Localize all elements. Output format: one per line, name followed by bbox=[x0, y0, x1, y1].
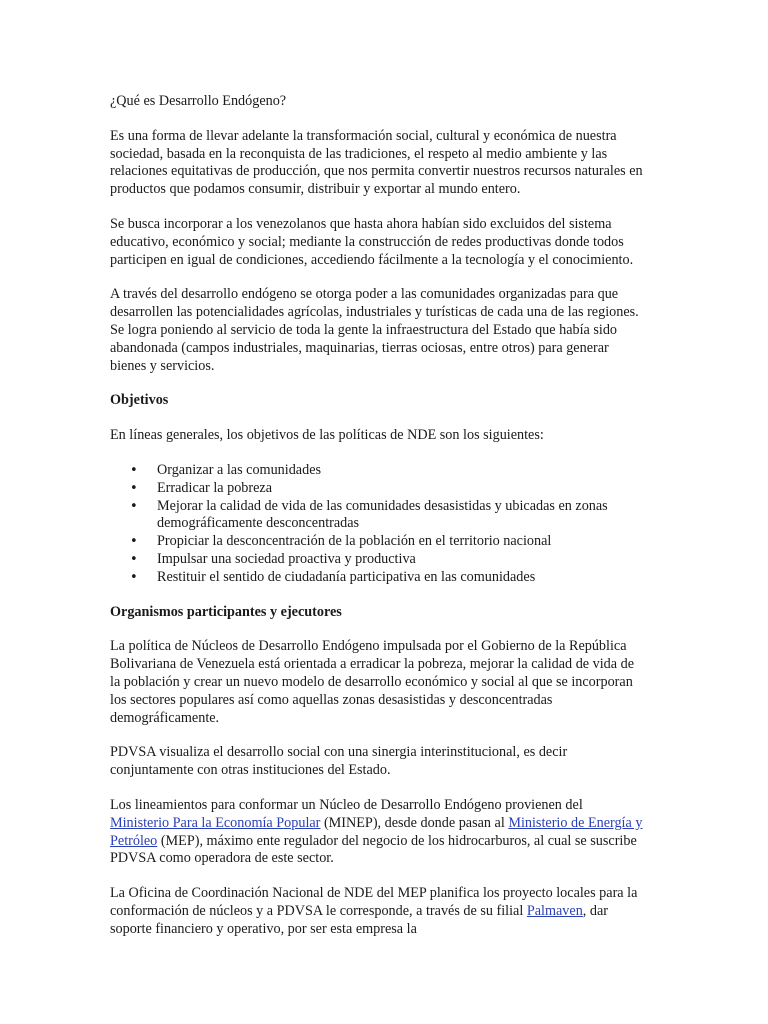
text-span: (MEP), máximo ente regulador del negocio de los hidrocarburos, al cual se suscribe PDVSA como operadora de este sector. bbox=[110, 832, 637, 867]
text-span: (MINEP), desde donde pasan al bbox=[320, 814, 509, 831]
paragraph-pdvsa: PDVSA visualiza el desarrollo social con una sinergia interinstitucional, es decir conjuntamente con otras instituciones del Estado. bbox=[110, 744, 568, 779]
document-body bbox=[110, 93, 645, 938]
list-item: • Erradicar la pobreza bbox=[110, 480, 645, 498]
text-span: Los lineamientos para conformar un Núcleo de Desarrollo Endógeno provienen del bbox=[110, 796, 583, 813]
paragraph-guidelines bbox=[110, 797, 645, 868]
mep-link[interactable]: Ministerio de Energía y Petróleo bbox=[110, 814, 643, 849]
paragraph-definition: Es una forma de llevar adelante la transformación social, cultural y económica de nuestra sociedad, basada en la reconquista de las tradiciones, el respeto al medio ambiente y las relaciones equitativas de producción, que nos permita convertir nuestros recursos naturales en productos que podamos consumir, distribuir y exportar al mundo entero. bbox=[110, 127, 643, 198]
objetivos-intro: En líneas generales, los objetivos de las políticas de NDE son los siguientes: bbox=[110, 427, 544, 444]
palmaven-link[interactable]: Palmaven bbox=[526, 902, 583, 919]
list-item: • Restituir el sentido de ciudadanía participativa en las comunidades bbox=[110, 569, 645, 587]
list-item: • Propiciar la desconcentración de la población en el territorio nacional bbox=[110, 533, 645, 551]
text-span: , dar soporte financiero y operativo, por ser esta empresa la bbox=[110, 902, 609, 937]
page-title: ¿Qué es Desarrollo Endógeno? bbox=[110, 93, 287, 109]
paragraph-policy: La política de Núcleos de Desarrollo Endógeno impulsada por el Gobierno de la República Bolivariana de Venezuela está orientada a erradicar la pobreza, mejorar la calidad de vida de la población y crear un nuevo modelo de desarrollo económico y social al que se incorporan los sectores populares así como aquellas zonas desasistidas y desconcentradas demográficamente. bbox=[110, 638, 635, 726]
paragraph-coordination bbox=[110, 885, 645, 938]
objetivos-list bbox=[110, 462, 645, 587]
list-item: • Organizar a las comunidades bbox=[110, 462, 645, 480]
list-item: • Mejorar la calidad de vida de las comunidades desasistidas y ubicadas en zonas demográficamente desconcentradas bbox=[110, 498, 645, 534]
paragraph-empowerment: A través del desarrollo endógeno se otorga poder a las comunidades organizadas para que desarrollen las potencialidades agrícolas, industriales y turísticas de cada una de las regiones. Se logra poniendo al servicio de toda la gente la infraestructura del Estado que había sido abandonada (campos industriales, maquinarias, tierras ociosas, entre otros) para generar bienes y servicios. bbox=[110, 286, 639, 374]
minep-link[interactable]: Ministerio Para la Economía Popular bbox=[110, 814, 321, 831]
objetivos-heading: Objetivos bbox=[110, 392, 169, 409]
text-span: La Oficina de Coordinación Nacional de NDE del MEP planifica los proyecto locales para la conformación de núcleos y a PDVSA le corresponde, a través de su filial bbox=[110, 885, 638, 919]
list-item: • Impulsar una sociedad proactiva y productiva bbox=[110, 551, 645, 569]
paragraph-inclusion: Se busca incorporar a los venezolanos que hasta ahora habían sido excluidos del sistema educativo, económico y social; mediante la construcción de redes productivas donde todos participen en igual de condiciones, accediendo fácilmente a la tecnología y el conocimiento. bbox=[110, 215, 634, 268]
organismos-heading: Organismos participantes y ejecutores bbox=[110, 603, 342, 620]
